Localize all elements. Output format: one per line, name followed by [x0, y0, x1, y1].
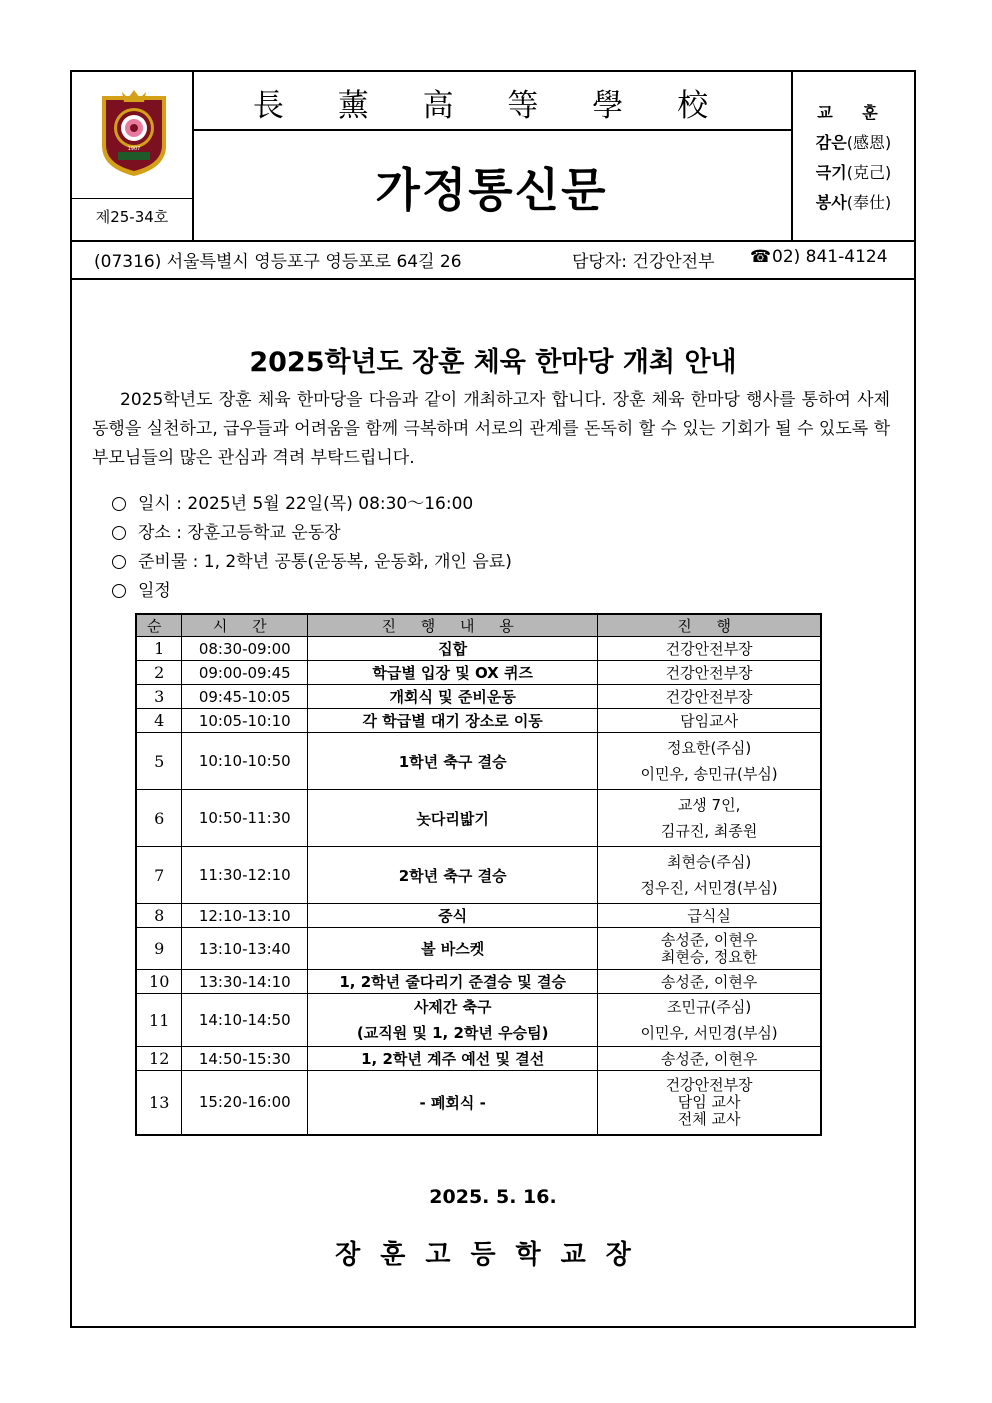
cell-lead-line: 송성준, 이현우	[660, 973, 758, 991]
cell-no: 4	[136, 709, 182, 733]
circle-bullet-icon	[112, 584, 126, 598]
cell-no: 10	[136, 970, 182, 994]
cell-lead-line: 건강안전부장	[665, 664, 753, 682]
cell-lead	[598, 661, 821, 685]
table-row	[136, 709, 821, 733]
cell-no: 13	[136, 1071, 182, 1135]
info-list	[112, 490, 512, 606]
cell-content-line: 1, 2학년 계주 예선 및 결선	[361, 1050, 545, 1068]
cell-time: 14:10-14:50	[182, 994, 308, 1047]
cell-lead-line: 최현승, 정요한	[660, 947, 758, 966]
cell-content	[308, 970, 598, 994]
cell-lead-line: 이민우, 송민규(부심)	[640, 765, 778, 783]
phone-text: 02) 841-4124	[772, 247, 888, 267]
cell-lead-line: 교생 7인,	[677, 796, 741, 814]
table-row	[136, 637, 821, 661]
cell-content	[308, 1047, 598, 1071]
cell-no: 12	[136, 1047, 182, 1071]
cell-lead	[598, 970, 821, 994]
cell-lead-line: 송성준, 이현우	[660, 930, 758, 949]
cell-content	[308, 733, 598, 790]
header-bottom-rule	[72, 240, 914, 242]
cell-time: 12:10-13:10	[182, 904, 308, 928]
cell-lead-line: 정우진, 서민경(부심)	[640, 879, 778, 897]
svg-text:1907: 1907	[127, 146, 141, 152]
cell-lead-line: 이민우, 서민경(부심)	[640, 1024, 778, 1042]
cell-time: 15:20-16:00	[182, 1071, 308, 1135]
cell-content-line: 집합	[438, 640, 468, 658]
table-header-row	[136, 614, 821, 637]
cell-lead-line: 전체 교사	[677, 1109, 741, 1128]
cell-content	[308, 685, 598, 709]
notice-title: 2025학년도 장훈 체육 한마당 개최 안내	[249, 347, 737, 378]
title-divider	[192, 129, 791, 131]
info-schedule-label: 일정	[112, 577, 512, 606]
cell-lead	[598, 994, 821, 1047]
motto-item: 봉사(奉仕)	[815, 193, 892, 212]
cell-no: 6	[136, 790, 182, 847]
cell-lead-line: 담임 교사	[677, 1092, 741, 1111]
cell-time: 09:45-10:05	[182, 685, 308, 709]
cell-content	[308, 928, 598, 970]
cell-no: 11	[136, 994, 182, 1047]
issue-date: 2025. 5. 16.	[429, 1186, 557, 1208]
cell-lead	[598, 637, 821, 661]
cell-lead-line: 김규진, 최종원	[660, 822, 758, 840]
circle-bullet-icon	[112, 526, 126, 540]
cell-time: 14:50-15:30	[182, 1047, 308, 1071]
circle-bullet-icon	[112, 555, 126, 569]
cell-lead-line: 급식실	[687, 907, 731, 925]
cell-content	[308, 994, 598, 1047]
cell-lead	[598, 685, 821, 709]
info-date: 일시 : 2025년 5월 22일(목) 08:30～16:00	[112, 490, 512, 519]
header-divider-right	[791, 72, 793, 240]
table-row	[136, 661, 821, 685]
cell-content	[308, 637, 598, 661]
cell-lead	[598, 847, 821, 904]
table-row	[136, 970, 821, 994]
table-row	[136, 733, 821, 790]
table-row	[136, 1047, 821, 1071]
cell-lead	[598, 790, 821, 847]
cell-lead-line: 최현승(주심)	[667, 853, 752, 871]
table-row	[136, 685, 821, 709]
cell-content-line: 2학년 축구 결승	[398, 866, 507, 885]
document-title: 가정통신문	[375, 163, 608, 217]
principal-signature: 장훈고등학교장	[335, 1240, 651, 1270]
cell-no: 2	[136, 661, 182, 685]
cell-lead-line: 조민규(주심)	[667, 998, 752, 1016]
cell-lead-line: 건강안전부장	[665, 688, 753, 706]
cell-content-line: (교직원 및 1, 2학년 우승팀)	[356, 1024, 549, 1042]
cell-lead	[598, 928, 821, 970]
cell-content	[308, 709, 598, 733]
cell-time: 10:10-10:50	[182, 733, 308, 790]
telephone-icon: ☎	[750, 247, 772, 267]
cell-content-line: 사제간 축구	[413, 998, 492, 1016]
col-header-content: 진 행 내 용	[308, 614, 598, 637]
cell-content	[308, 904, 598, 928]
cell-lead-line: 담임교사	[680, 712, 739, 730]
cell-no: 7	[136, 847, 182, 904]
cell-content-line: 개회식 및 준비운동	[389, 688, 516, 706]
cell-lead	[598, 904, 821, 928]
cell-content-line: 1, 2학년 줄다리기 준결승 및 결승	[339, 973, 566, 991]
cell-lead	[598, 1047, 821, 1071]
motto-item: 감은(感恩)	[815, 133, 892, 152]
cell-content	[308, 1071, 598, 1135]
cell-time: 09:00-09:45	[182, 661, 308, 685]
cell-content-line: 중식	[438, 907, 468, 925]
cell-no: 3	[136, 685, 182, 709]
table-row	[136, 847, 821, 904]
table-row	[136, 904, 821, 928]
cell-lead	[598, 1071, 821, 1135]
circle-bullet-icon	[112, 497, 126, 511]
cell-content-line: 볼 바스켓	[421, 940, 485, 958]
col-header-time: 시 간	[182, 614, 308, 637]
schedule-table	[135, 613, 822, 1136]
cell-time: 08:30-09:00	[182, 637, 308, 661]
table-row	[136, 790, 821, 847]
col-header-lead: 진 행	[598, 614, 821, 637]
cell-time: 10:50-11:30	[182, 790, 308, 847]
address-bottom-rule	[72, 278, 914, 280]
cell-no: 9	[136, 928, 182, 970]
school-name: 長 薰 高 等 學 校	[252, 88, 731, 124]
table-row	[136, 928, 821, 970]
contact-department: 담당자: 건강안전부	[572, 252, 715, 272]
motto-title: 교 훈	[817, 103, 890, 122]
cell-time: 11:30-12:10	[182, 847, 308, 904]
table-row	[136, 994, 821, 1047]
cell-no: 5	[136, 733, 182, 790]
info-place: 장소 : 장훈고등학교 운동장	[112, 519, 512, 548]
cell-lead-line: 정요한(주심)	[667, 739, 752, 757]
logo-divider	[72, 198, 192, 199]
cell-no: 1	[136, 637, 182, 661]
school-emblem-logo	[98, 88, 170, 178]
motto-item: 극기(克己)	[815, 163, 892, 182]
issue-number: 제25-34호	[95, 208, 169, 226]
document-frame	[70, 70, 916, 1328]
cell-lead-line: 건강안전부장	[665, 1075, 753, 1094]
school-address: (07316) 서울특별시 영등포구 영등포로 64길 26	[94, 252, 462, 272]
cell-lead	[598, 733, 821, 790]
cell-content	[308, 790, 598, 847]
cell-content	[308, 847, 598, 904]
cell-lead	[598, 709, 821, 733]
phone-number	[750, 247, 888, 267]
cell-content-line: 학급별 입장 및 OX 퀴즈	[372, 664, 533, 682]
cell-content-line: - 폐회식 -	[419, 1093, 486, 1112]
cell-no: 8	[136, 904, 182, 928]
cell-lead-line: 건강안전부장	[665, 640, 753, 658]
cell-time: 10:05-10:10	[182, 709, 308, 733]
table-row	[136, 1071, 821, 1135]
cell-content-line: 각 학급별 대기 장소로 이동	[362, 712, 543, 730]
cell-time: 13:10-13:40	[182, 928, 308, 970]
cell-content	[308, 661, 598, 685]
cell-lead-line: 송성준, 이현우	[660, 1050, 758, 1068]
notice-intro: 2025학년도 장훈 체육 한마당을 다음과 같이 개최하고자 합니다. 장훈 체육 한마당 행사를 통하여 사제동행을 실천하고, 급우들과 어려움을 함께 극복하며 서로의 관계를 돈독히 할 수 있는 기회가 될 수 있도록 학부모님들의 많은 관심과 격려 부탁드립니다.	[92, 390, 891, 468]
col-header-no: 순	[136, 614, 182, 637]
cell-content-line: 1학년 축구 결승	[398, 752, 507, 771]
cell-content-line: 놋다리밟기	[416, 809, 489, 828]
cell-time: 13:30-14:10	[182, 970, 308, 994]
info-supplies: 준비물 : 1, 2학년 공통(운동복, 운동화, 개인 음료)	[112, 548, 512, 577]
